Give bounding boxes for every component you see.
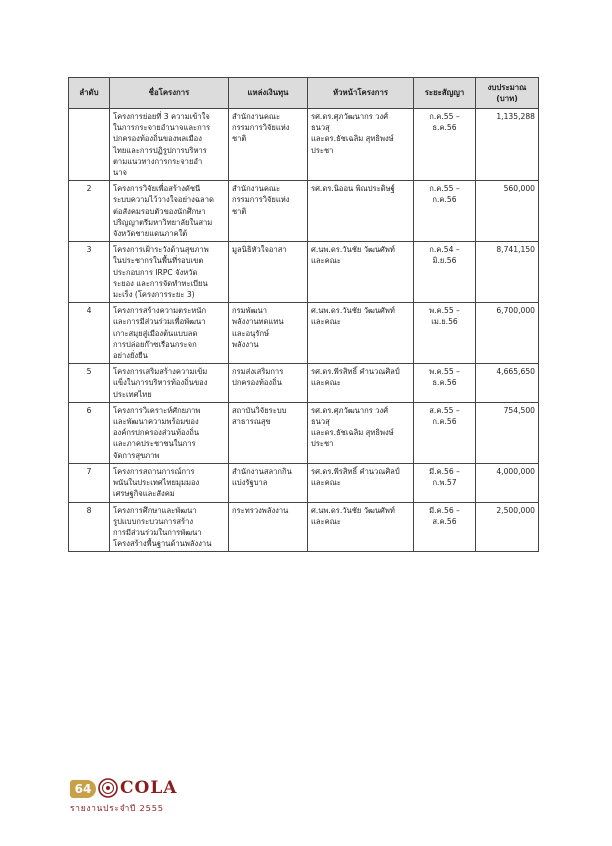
cell-funding-source [229, 463, 308, 502]
cell-contract-period-line: มิ.ย.56 [432, 256, 457, 266]
cell-project-name-line: ประเทศไทย [113, 389, 152, 399]
cell-project-name-line: อย่างยั่งยืน [113, 351, 148, 361]
cell-project-lead [308, 364, 414, 403]
cell-project-lead-line: และคณะ [311, 317, 341, 327]
cell-project-lead [308, 242, 414, 303]
cell-contract-period-line: ก.ค.56 [432, 195, 457, 205]
cell-funding-source-line: ชาติ [232, 206, 247, 216]
cell-project-name-line: โครงการเสริมสร้างความเข้ม [113, 367, 208, 377]
cell-funding-source-line: สำนักงานคณะ [232, 112, 281, 121]
cell-contract-period-line: ก.พ.57 [432, 478, 457, 488]
cell-project-lead-line: รศ.ดร.พีรสิทธิ์ คำนวณศิลป์ [311, 466, 400, 476]
cell-project-name-line: โครงการวิจัยเพื่อสร้างดัชนี [113, 184, 201, 194]
cell-funding-source-line: พลังงานทดแทน [232, 317, 284, 327]
cell-project-name-line: พนันในประเทศไทยมุมมอง [113, 478, 200, 488]
cell-project-name-line: ระบบความไว้วางใจอย่างฉลาด [113, 195, 214, 205]
cell-project-name-line: เกาะสมุยสู่เมืองต้นแบบลด [113, 328, 198, 338]
cell-budget: 6,700,000 [476, 303, 539, 364]
cell-project-name-line: ต่อสังคมรอบตัวของนักศึกษา [113, 206, 206, 216]
cell-no: 6 [69, 402, 110, 463]
table-row [69, 181, 539, 242]
cell-funding-source-line: ชาติ [232, 134, 247, 144]
cell-project-lead [308, 502, 414, 552]
cell-funding-source-line: และอนุรักษ์ [232, 328, 270, 338]
cell-project-name [110, 303, 229, 364]
cell-project-lead-line: ประชา [311, 439, 334, 449]
cell-contract-period [414, 181, 476, 242]
cell-budget: 560,000 [476, 181, 539, 242]
cell-project-lead-line: ศ.นพ.ดร.วันชัย วัฒนศัพท์ [311, 306, 395, 316]
cell-budget: 4,665,650 [476, 364, 539, 403]
header-project-name: ชื่อโครงการ [110, 78, 229, 109]
cell-budget: 2,500,000 [476, 502, 539, 552]
cell-funding-source [229, 303, 308, 364]
cell-no: 8 [69, 502, 110, 552]
header-funding-source: แหล่งเงินทุน [229, 78, 308, 109]
header-budget: งบประมาณ (บาท) [476, 78, 539, 109]
page-footer [70, 774, 210, 816]
cell-contract-period-line: ก.ค.56 [432, 417, 457, 427]
cell-funding-source-line: สำนักงานสลากกิน [232, 466, 292, 476]
table-row [69, 242, 539, 303]
table-row [69, 402, 539, 463]
cell-project-lead-line: และคณะ [311, 478, 341, 488]
cell-project-lead-line: ธนวสุ [311, 417, 330, 427]
cell-project-name-line: และการมีส่วนร่วมเพื่อพัฒนา [113, 317, 206, 327]
cell-project-name-line: โครงการสร้างความตระหนัก [113, 306, 207, 316]
cell-contract-period-line: พ.ค.55 – [429, 306, 460, 316]
cell-project-name-line: โครงการวิเคราะห์ศักยภาพ [113, 405, 201, 415]
cell-funding-source-line: กระทรวงพลังงาน [232, 505, 289, 515]
cell-funding-source-line: พลังงาน [232, 339, 259, 349]
cell-project-lead-line: ประชา [311, 145, 334, 155]
cell-project-name [110, 181, 229, 242]
cell-project-lead-line: รศ.ดร.นิออน พิณประดิษฐ์ [311, 184, 395, 194]
cell-no: 7 [69, 463, 110, 502]
cell-funding-source-line: ปกครองท้องถิ่น [232, 378, 282, 388]
cell-funding-source-line: กรมส่งเสริมการ [232, 367, 284, 377]
cell-budget: 1,135,288 [476, 109, 539, 181]
cell-funding-source [229, 364, 308, 403]
cell-project-lead-line: และคณะ [311, 378, 341, 388]
cell-contract-period-line: ก.ค.54 – [429, 245, 460, 255]
cell-project-name-line: ประกอบการ IRPC จังหวัด [113, 267, 198, 277]
annual-report-caption: รายงานประจำปี 2555 [70, 803, 164, 813]
table-row [69, 502, 539, 552]
cell-contract-period-line: ก.ค.55 – [429, 184, 460, 194]
cell-budget: 8,741,150 [476, 242, 539, 303]
cell-project-lead [308, 303, 414, 364]
cell-funding-source-line: สถาบันวิจัยระบบ [232, 405, 287, 415]
cell-project-name-line: โครงการสถานการณ์การ [113, 466, 195, 476]
cell-project-lead-line: ศ.นพ.ดร.วันชัย วัฒนศัพท์ [311, 245, 395, 255]
cell-project-name-line: และพัฒนาความพร้อมของ [113, 417, 199, 427]
cell-project-name-line: จัดการสุขภาพ [113, 450, 160, 460]
cell-funding-source [229, 242, 308, 303]
cell-contract-period-line: มี.ค.56 – [429, 505, 460, 515]
cell-no [69, 109, 110, 181]
cell-project-name-line: ตามแนวทางการกระจายอำ [113, 156, 203, 166]
header-no: ลำดับ [69, 78, 110, 109]
cell-project-name-line: รูปแบบกระบวนการสร้าง [113, 516, 194, 526]
cell-no: 4 [69, 303, 110, 364]
cell-project-name [110, 242, 229, 303]
cell-contract-period-line: ธ.ค.56 [432, 378, 457, 388]
cell-contract-period [414, 364, 476, 403]
cell-funding-source [229, 402, 308, 463]
cell-contract-period-line: ส.ค.55 – [429, 405, 460, 415]
cell-project-lead-line: รศ.ดร.ศุภวัฒนากร วงศ์ [311, 112, 389, 121]
cell-project-name [110, 502, 229, 552]
cell-project-name-line: การมีส่วนร่วมในการพัฒนา [113, 527, 202, 537]
cell-project-lead-line: รศ.ดร.พีรสิทธิ์ คำนวณศิลป์ [311, 367, 400, 377]
cell-contract-period [414, 303, 476, 364]
cell-funding-source [229, 502, 308, 552]
cell-project-lead-line: รศ.ดร.ศุภวัฒนากร วงศ์ [311, 405, 389, 415]
cell-funding-source-line: มูลนิธิหัวใจอาสา [232, 245, 287, 255]
cell-project-name-line: ปริญญาตรีมหาวิทยาลัยในสาม [113, 217, 213, 227]
cell-contract-period-line: พ.ค.55 – [429, 367, 460, 377]
cell-project-lead [308, 109, 414, 181]
projects-table [68, 77, 539, 552]
cell-project-lead-line: ศ.นพ.ดร.วันชัย วัฒนศัพท์ [311, 505, 395, 515]
cell-project-name-line: ระยอง และการจัดทำทะเบียน [113, 278, 208, 288]
cell-project-name-line: มะเร็ง (โครงการระยะ 3) [113, 290, 195, 300]
cell-project-lead-line: และดร.ธัชเฉลิม สุทธิพงษ์ [311, 134, 394, 144]
cell-project-name [110, 463, 229, 502]
cell-project-name-line: ไทยและการปฏิรูปการบริหาร [113, 145, 207, 155]
cell-project-name-line: โครงการศึกษาและพัฒนา [113, 505, 197, 515]
cell-contract-period-line: เม.ย.56 [431, 317, 458, 327]
cell-funding-source [229, 181, 308, 242]
header-contract-period: ระยะสัญญา [414, 78, 476, 109]
cell-project-name-line: นาจ [113, 168, 127, 178]
cell-contract-period [414, 109, 476, 181]
cell-project-lead-line: ธนวสุ [311, 123, 330, 133]
cell-project-name-line: ในประชากรในพื้นที่รอบเขต [113, 256, 204, 266]
cell-project-lead-line: และคณะ [311, 256, 341, 266]
table-row [69, 364, 539, 403]
cell-funding-source-line: กรรมการวิจัยแห่ง [232, 123, 290, 133]
cell-funding-source-line: กรรมการวิจัยแห่ง [232, 195, 290, 205]
table-row [69, 463, 539, 502]
cell-project-name-line: ปกครองท้องถิ่นของพลเมือง [113, 134, 202, 144]
cell-project-name [110, 364, 229, 403]
cell-project-name-line: การปล่อยก๊าซเรือนกระจก [113, 339, 197, 349]
cell-project-lead-line: และคณะ [311, 516, 341, 526]
cell-contract-period-line: ก.ค.55 – [429, 112, 460, 121]
cell-project-name-line: โครงการย่อยที่ 3 ความเข้าใจ [113, 112, 210, 121]
header-project-lead: หัวหน้าโครงการ [308, 78, 414, 109]
cell-project-name-line: โครงการเฝ้าระวังด้านสุขภาพ [113, 245, 209, 255]
cell-project-name-line: องค์กรปกครองส่วนท้องถิ่น [113, 428, 200, 438]
cell-contract-period [414, 402, 476, 463]
cell-funding-source-line: สาธารณสุข [232, 417, 271, 427]
cell-funding-source-line: สำนักงานคณะ [232, 184, 281, 194]
cell-no: 2 [69, 181, 110, 242]
cell-project-lead-line: และดร.ธัชเฉลิม สุทธิพงษ์ [311, 428, 394, 438]
cell-no: 3 [69, 242, 110, 303]
cell-contract-period [414, 502, 476, 552]
table-header-row [69, 78, 539, 109]
cell-project-name-line: ในการกระจายอำนาจและการ [113, 123, 211, 133]
cell-funding-source-line: กรมพัฒนา [232, 306, 268, 316]
table-row [69, 109, 539, 181]
table-body [69, 109, 539, 552]
cell-contract-period [414, 242, 476, 303]
cell-contract-period-line: มี.ค.56 – [429, 466, 460, 476]
cell-project-lead [308, 463, 414, 502]
cell-project-lead [308, 181, 414, 242]
cell-budget: 754,500 [476, 402, 539, 463]
cell-funding-source-line: แบ่งรัฐบาล [232, 478, 268, 488]
cell-project-name-line: โครงสร้างพื้นฐานด้านพลังงาน [113, 539, 212, 549]
cell-budget: 4,000,000 [476, 463, 539, 502]
cell-contract-period-line: ส.ค.56 [432, 516, 457, 526]
cell-project-name-line: แข็งในการบริหารท้องถิ่นของ [113, 378, 208, 388]
page-number: 64 [70, 780, 96, 798]
cell-project-name [110, 402, 229, 463]
college-seal-icon [98, 778, 118, 798]
cell-project-name-line: เศรษฐกิจและสังคม [113, 489, 175, 499]
cell-no: 5 [69, 364, 110, 403]
cell-funding-source [229, 109, 308, 181]
cell-contract-period-line: ธ.ค.56 [432, 123, 457, 133]
cell-contract-period [414, 463, 476, 502]
cola-logo-text: COLA [120, 778, 178, 798]
cell-project-name-line: และภาคประชาชนในการ [113, 439, 196, 449]
cell-project-name [110, 109, 229, 181]
cell-project-lead [308, 402, 414, 463]
cell-project-name-line: จังหวัดชายแดนภาคใต้ [113, 229, 188, 239]
table-row [69, 303, 539, 364]
